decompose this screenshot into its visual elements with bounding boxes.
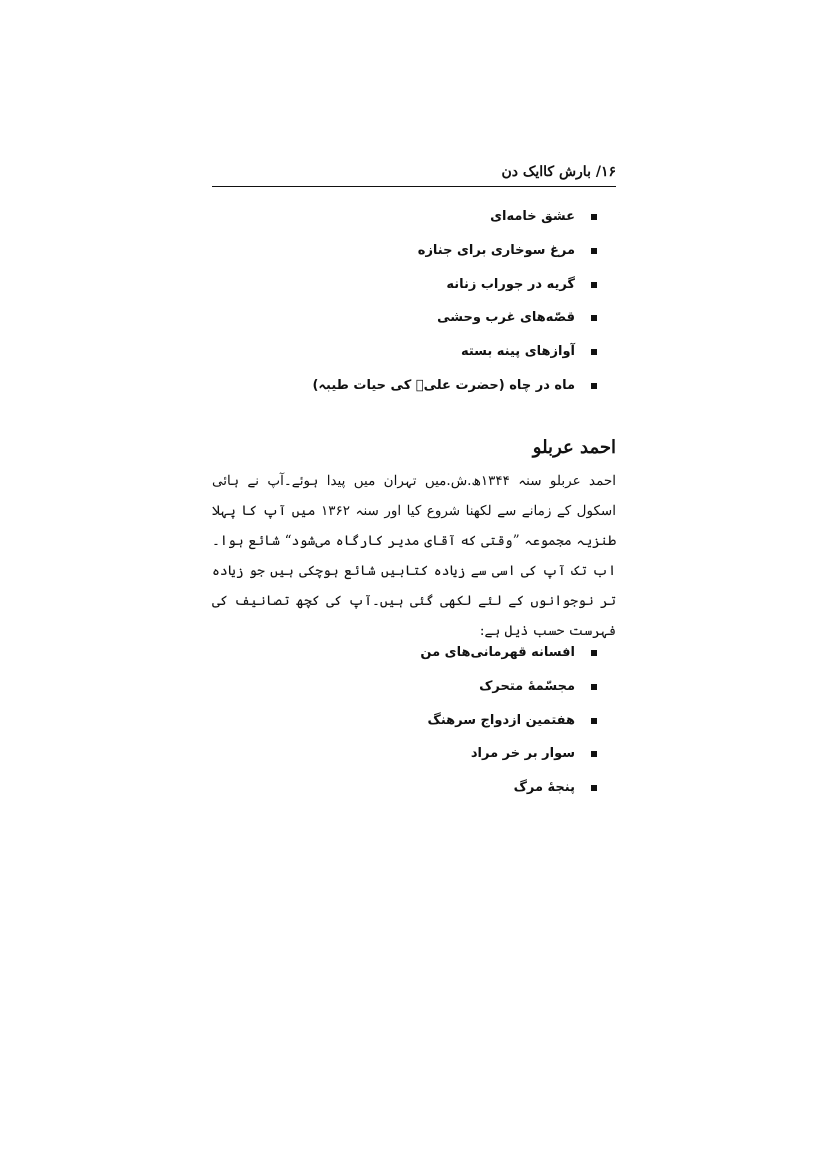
square-bullet-icon — [591, 315, 597, 321]
list-item — [420, 709, 597, 743]
list-item — [420, 675, 597, 709]
list-item-text: عشق خامه‌ای — [490, 209, 575, 224]
running-header — [212, 160, 616, 186]
square-bullet-icon — [591, 248, 597, 254]
list-item-text: پنجهٔ مرگ — [513, 780, 575, 796]
square-bullet-icon — [591, 684, 597, 690]
works-list-1 — [312, 205, 597, 408]
square-bullet-icon — [591, 282, 597, 288]
square-bullet-icon — [591, 650, 597, 656]
list-item-text: گریه در جوراب زنانه — [446, 276, 575, 292]
list-item — [312, 374, 597, 408]
list-item-text: سوار بر خر مراد — [470, 746, 575, 762]
section-heading — [212, 433, 616, 463]
list-item — [312, 205, 597, 239]
square-bullet-icon — [591, 718, 597, 724]
square-bullet-icon — [591, 785, 597, 791]
square-bullet-icon — [591, 751, 597, 757]
list-item-text: مجسّمهٔ متحرک — [479, 678, 575, 694]
author-bio-paragraph: احمد عربلو سنہ ۱۳۴۴ھ.ش.میں تہران میں پیدا ہوئے۔آپ نے ہائی اسکول کے زمانے سے لکھنا شروع کیا اور سنہ ۱۳۶۲ میں آپ کا پہلا طنزیہ مجموعہ ”وقتی که آقای مدیر کارگاه می‌شود“ شائع ہوا۔اب تک آپ کی اسی سے زیادہ کتابیں شائع ہوچکی ہیں جو زیادہ تر نوجوانوں کے لئے لکھی گئی ہیں۔آپ کی کچھ تصانیف کی فہرست حسب ذیل ہے: — [212, 473, 616, 639]
list-item — [312, 273, 597, 307]
list-item-text: قصّه‌های غرب وحشی — [437, 310, 575, 326]
list-item — [420, 641, 597, 675]
list-item-text: افسانه قهرمانی‌های من — [420, 645, 575, 660]
list-item-text: ماه در چاه (حضرت علیؑ کی حیات طیبہ) — [312, 377, 575, 393]
list-item-text: آوازهای پینه بسته — [460, 344, 575, 360]
list-item — [420, 776, 597, 810]
square-bullet-icon — [591, 383, 597, 389]
list-item-text: هفتمین ازدواج سرهنگ — [427, 712, 575, 728]
square-bullet-icon — [591, 214, 597, 220]
list-item — [312, 306, 597, 340]
running-title: ۱۶/ بارش کاایک دن — [501, 164, 616, 180]
author-name-heading: احمد عربلو — [532, 437, 616, 458]
list-item — [312, 239, 597, 273]
square-bullet-icon — [591, 349, 597, 355]
list-item — [312, 340, 597, 374]
header-rule — [212, 186, 616, 187]
list-item — [420, 742, 597, 776]
list-item-text: مرغ سوخاری برای جنازه — [417, 242, 575, 258]
works-list-2 — [420, 641, 597, 810]
